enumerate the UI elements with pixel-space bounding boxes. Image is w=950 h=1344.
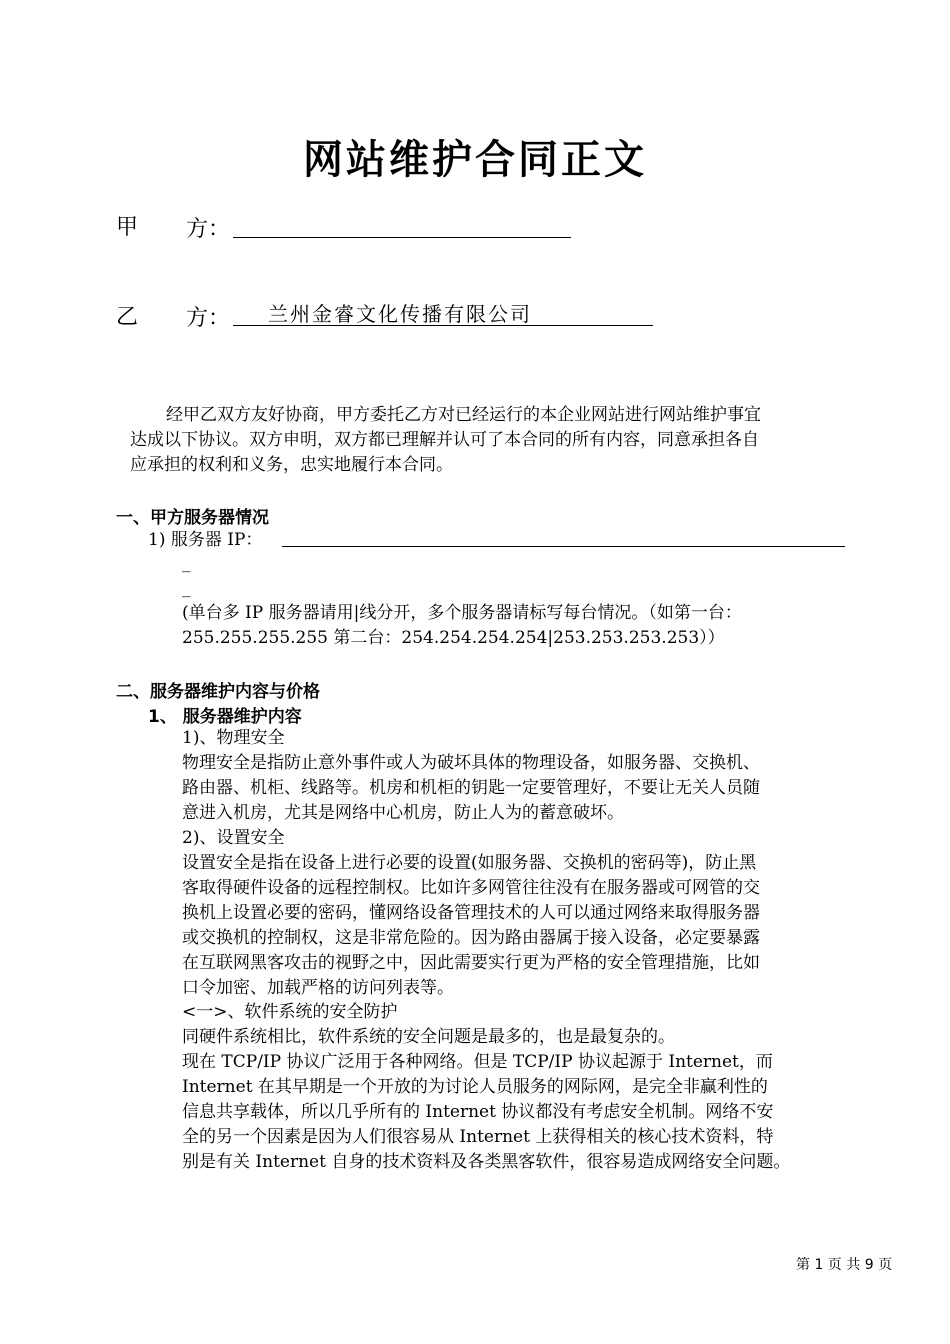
intro-line-3: 应承担的权利和义务，忠实地履行本合同。: [130, 455, 453, 475]
s2-line-7: 客取得硬件设备的远程控制权。比如许多网管往往没有在服务器或可网管的交: [182, 878, 760, 898]
party-b-label-suffix: 方：: [186, 306, 231, 331]
s2-line-6: 设置安全是指在设备上进行必要的设置(如服务器、交换机的密码等)，防止黑: [182, 853, 757, 873]
party-b-input-line: [233, 324, 653, 326]
s2-line-17: 全的另一个因素是因为人们很容易从 Internet 上获得相关的核心技术资料，特: [182, 1127, 774, 1147]
s2-line-1: 1)、物理安全: [182, 728, 285, 748]
party-a-label-char: 甲: [116, 215, 139, 240]
s2-line-9: 或交换机的控制权，这是非常危险的。因为路由器属于接入设备，必定要暴露: [182, 928, 760, 948]
section2-heading: 二、服务器维护内容与价格: [116, 682, 320, 702]
s2-line-2: 物理安全是指防止意外事件或人为破坏具体的物理设备，如服务器、交换机、: [182, 753, 760, 773]
s2-line-4: 意进入机房，尤其是网络中心机房，防止人为的蓄意破坏。: [182, 803, 624, 823]
intro-line-1: 经甲乙双方友好协商，甲方委托乙方对已经运行的本企业网站进行网站维护事宜: [166, 405, 761, 425]
party-b-value: 兰州金睿文化传播有限公司: [268, 302, 532, 326]
s2-line-11: 口令加密、加载严格的访问列表等。: [182, 978, 454, 998]
s2-line-12: <一>、软件系统的安全防护: [182, 1002, 398, 1022]
party-a-input-line: [233, 236, 571, 238]
party-b-label-char: 乙: [116, 305, 139, 330]
s2-line-3: 路由器、机柜、线路等。机房和机柜的钥匙一定要管理好，不要让无关人员随: [182, 778, 760, 798]
s2-line-10: 在互联网黑客攻击的视野之中，因此需要实行更为严格的安全管理措施，比如: [182, 953, 760, 973]
s2-line-15: Internet 在其早期是一个开放的为讨论人员服务的网际网，是完全非赢利性的: [182, 1077, 768, 1097]
document-title: 网站维护合同正文: [303, 136, 647, 183]
server-ip-input-line: [282, 545, 845, 547]
intro-line-2: 达成以下协议。双方申明，双方都已理解并认可了本合同的所有内容，同意承担各自: [130, 430, 759, 450]
page-number: 第 1 页 共 9 页: [796, 1257, 893, 1273]
s2-line-18: 别是有关 Internet 自身的技术资料及各类黑客软件，很容易造成网络安全问题。: [182, 1152, 791, 1172]
section1-heading: 一、甲方服务器情况: [116, 508, 269, 528]
s2-line-8: 换机上设置必要的密码，懂网络设备管理技术的人可以通过网络来取得服务器: [182, 903, 760, 923]
s2-line-16: 信息共享载体，所以几乎所有的 Internet 协议都没有考虑安全机制。网络不安: [182, 1102, 774, 1122]
ip-note-line-1: (单台多 IP 服务器请用|线分开，多个服务器请标写每台情况。（如第一台：: [182, 603, 742, 623]
party-a-label-suffix: 方：: [186, 217, 231, 242]
s2-line-5: 2)、设置安全: [182, 828, 285, 848]
s2-line-14: 现在 TCP/IP 协议广泛用于各种网络。但是 TCP/IP 协议起源于 Internet，而: [182, 1052, 773, 1072]
section2-subheading: 1、 服务器维护内容: [148, 707, 302, 727]
ip-dash-1: _: [182, 553, 191, 573]
server-ip-label: 1) 服务器 IP：: [148, 530, 263, 550]
s2-line-13: 同硬件系统相比，软件系统的安全问题是最多的，也是最复杂的。: [182, 1027, 675, 1047]
ip-dash-2: _: [182, 578, 191, 598]
ip-note-line-2: 255.255.255.255 第二台：254.254.254.254|253.253.253.253））: [182, 628, 725, 648]
